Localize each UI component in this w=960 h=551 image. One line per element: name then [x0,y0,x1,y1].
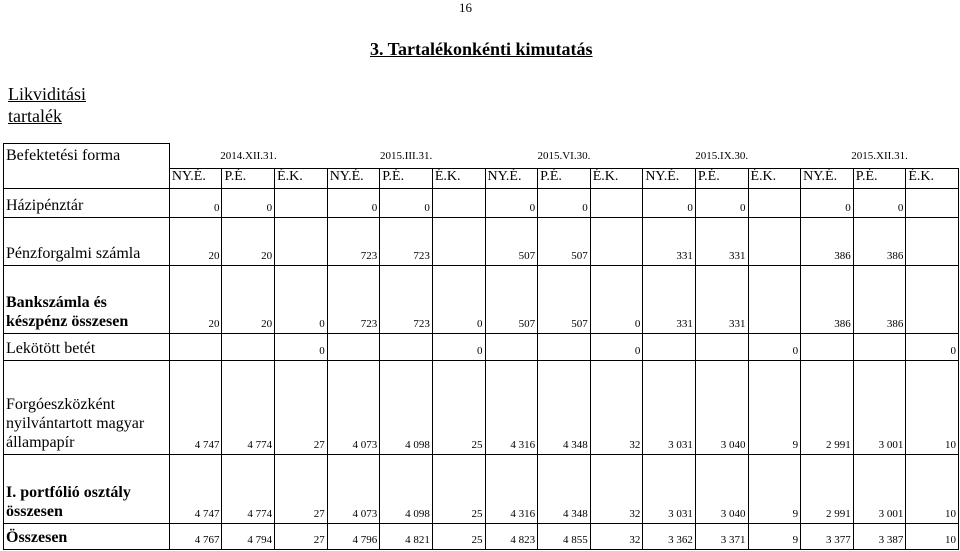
table-cell: 32 [590,454,643,523]
table-cell: 10 [906,454,959,523]
table-cell: 3 001 [853,360,906,454]
date-header-label: 2014.XII.31. [220,149,277,162]
table-cell: 0 [380,188,433,217]
table-row [4,333,959,360]
table-cell [748,217,801,265]
subcolumn-header: P.É. [695,168,748,188]
table-cell: 4 073 [327,454,380,523]
table-cell: 4 747 [169,360,222,454]
table-cell: 723 [327,265,380,333]
table-cell: 386 [853,265,906,333]
table-cell: 10 [906,523,959,549]
table-cell: 331 [695,265,748,333]
table-cell: 4 774 [222,360,275,454]
subcolumn-header: P.É. [380,168,433,188]
table-cell: 20 [222,265,275,333]
table-cell: 0 [538,188,591,217]
table-cell [485,333,538,360]
table-row [4,188,959,217]
table-cell: 4 767 [169,523,222,549]
row-label: Forgóeszközként nyilvántartott magyar állampapír [4,360,170,454]
table-cell: 0 [275,333,328,360]
table-cell: 0 [906,333,959,360]
table-cell [748,265,801,333]
table-cell: 2 991 [801,360,854,454]
table-cell: 4 348 [538,454,591,523]
table-cell: 723 [327,217,380,265]
table-cell: 0 [590,333,643,360]
date-header-label: 2015.IX.30. [695,149,749,162]
table-cell: 27 [275,360,328,454]
table-cell: 0 [643,188,696,217]
table-cell: 3 040 [695,454,748,523]
table-cell: 0 [327,188,380,217]
table-cell: 25 [432,360,485,454]
table-cell: 507 [538,265,591,333]
table-cell [432,188,485,217]
table-cell: 4 747 [169,454,222,523]
table-cell: 3 001 [853,454,906,523]
table-cell: 4 316 [485,454,538,523]
table-cell: 386 [801,217,854,265]
subcolumn-header: NY.É. [327,168,380,188]
table-cell: 4 073 [327,360,380,454]
reserve-table [3,143,959,550]
table-cell: 0 [432,265,485,333]
table-cell [380,333,433,360]
date-header [327,144,485,169]
table-cell: 0 [801,188,854,217]
row-label: Házipénztár [4,188,170,217]
table-cell: 3 387 [853,523,906,549]
table-cell: 27 [275,523,328,549]
table-cell: 0 [275,265,328,333]
row-label: I. portfólió osztály összesen [4,454,170,523]
table-cell: 0 [748,333,801,360]
table-cell [222,333,275,360]
table-cell: 9 [748,454,801,523]
table-cell [906,217,959,265]
table-cell: 4 796 [327,523,380,549]
table-cell: 3 362 [643,523,696,549]
table-cell: 2 991 [801,454,854,523]
row-label: Összesen [4,523,170,549]
table-cell: 386 [853,217,906,265]
table-cell [906,188,959,217]
table-cell [590,217,643,265]
liquidity-reserve-label: Likviditási tartalék [8,84,86,126]
date-header-label: 2015.III.31. [379,149,433,162]
date-header [643,144,801,169]
date-header-label: 2015.VI.30. [537,149,591,162]
subcolumn-header: NY.É. [801,168,854,188]
table-cell: 723 [380,265,433,333]
table-row [4,265,959,333]
table-cell: 507 [538,217,591,265]
date-header-row [4,144,959,169]
subcolumn-header: NY.É. [643,168,696,188]
subcolumn-header: P.É. [538,168,591,188]
table-cell: 9 [748,360,801,454]
subcolumn-header: É.K. [748,168,801,188]
table-cell: 27 [275,454,328,523]
table-cell: 20 [169,265,222,333]
subcolumn-header: NY.É. [485,168,538,188]
table-cell: 32 [590,360,643,454]
date-header-label: 2015.XII.31. [851,149,908,162]
table-cell: 507 [485,265,538,333]
table-cell: 4 316 [485,360,538,454]
table-cell [590,188,643,217]
table-cell: 3 040 [695,360,748,454]
table-cell [327,333,380,360]
table-cell: 723 [380,217,433,265]
table-cell: 0 [590,265,643,333]
table-cell: 0 [485,188,538,217]
table-cell [432,217,485,265]
table-cell: 4 855 [538,523,591,549]
table-cell: 0 [853,188,906,217]
table-cell: 331 [643,265,696,333]
table-row [4,454,959,523]
date-header [801,144,959,169]
date-header [485,144,643,169]
date-header [169,144,327,169]
table-row [4,360,959,454]
table-cell [695,333,748,360]
table-cell: 3 371 [695,523,748,549]
table-cell [906,265,959,333]
table-cell [801,333,854,360]
row-label: Bankszámla és készpénz összesen [4,265,170,333]
subcolumn-header: É.K. [432,168,485,188]
table-cell: 0 [695,188,748,217]
table-cell: 4 774 [222,454,275,523]
table-cell: 3 031 [643,360,696,454]
table-cell: 4 821 [380,523,433,549]
table-cell [643,333,696,360]
page-number: 16 [459,0,472,15]
table-cell: 9 [748,523,801,549]
table-cell: 4 823 [485,523,538,549]
subcolumn-header: É.K. [275,168,328,188]
subcolumn-header: NY.É. [169,168,222,188]
table-cell [169,333,222,360]
investment-form-header: Befektetési forma [4,144,170,189]
table-cell: 20 [169,217,222,265]
page-title: 3. Tartalékonkénti kimutatás [370,39,593,59]
table-row [4,523,959,549]
table-row [4,217,959,265]
table-cell: 507 [485,217,538,265]
table-cell [275,188,328,217]
table-cell: 25 [432,454,485,523]
table-cell: 0 [169,188,222,217]
table-cell: 386 [801,265,854,333]
table-cell: 4 348 [538,360,591,454]
table-cell: 331 [643,217,696,265]
table-cell: 20 [222,217,275,265]
table-cell: 0 [222,188,275,217]
table-cell [275,217,328,265]
table-cell: 25 [432,523,485,549]
subcolumn-header: É.K. [906,168,959,188]
table-cell: 331 [695,217,748,265]
row-label: Pénzforgalmi számla [4,217,170,265]
table-cell: 0 [432,333,485,360]
table-cell: 3 031 [643,454,696,523]
table-cell: 10 [906,360,959,454]
table-cell: 4 794 [222,523,275,549]
subcolumn-header: P.É. [853,168,906,188]
table-cell [853,333,906,360]
subcolumn-header: P.É. [222,168,275,188]
table-cell: 32 [590,523,643,549]
table-cell: 4 098 [380,454,433,523]
table-cell: 3 377 [801,523,854,549]
table-cell [748,188,801,217]
row-label: Lekötött betét [4,333,170,360]
table-cell: 4 098 [380,360,433,454]
subcolumn-header: É.K. [590,168,643,188]
table-cell [538,333,591,360]
